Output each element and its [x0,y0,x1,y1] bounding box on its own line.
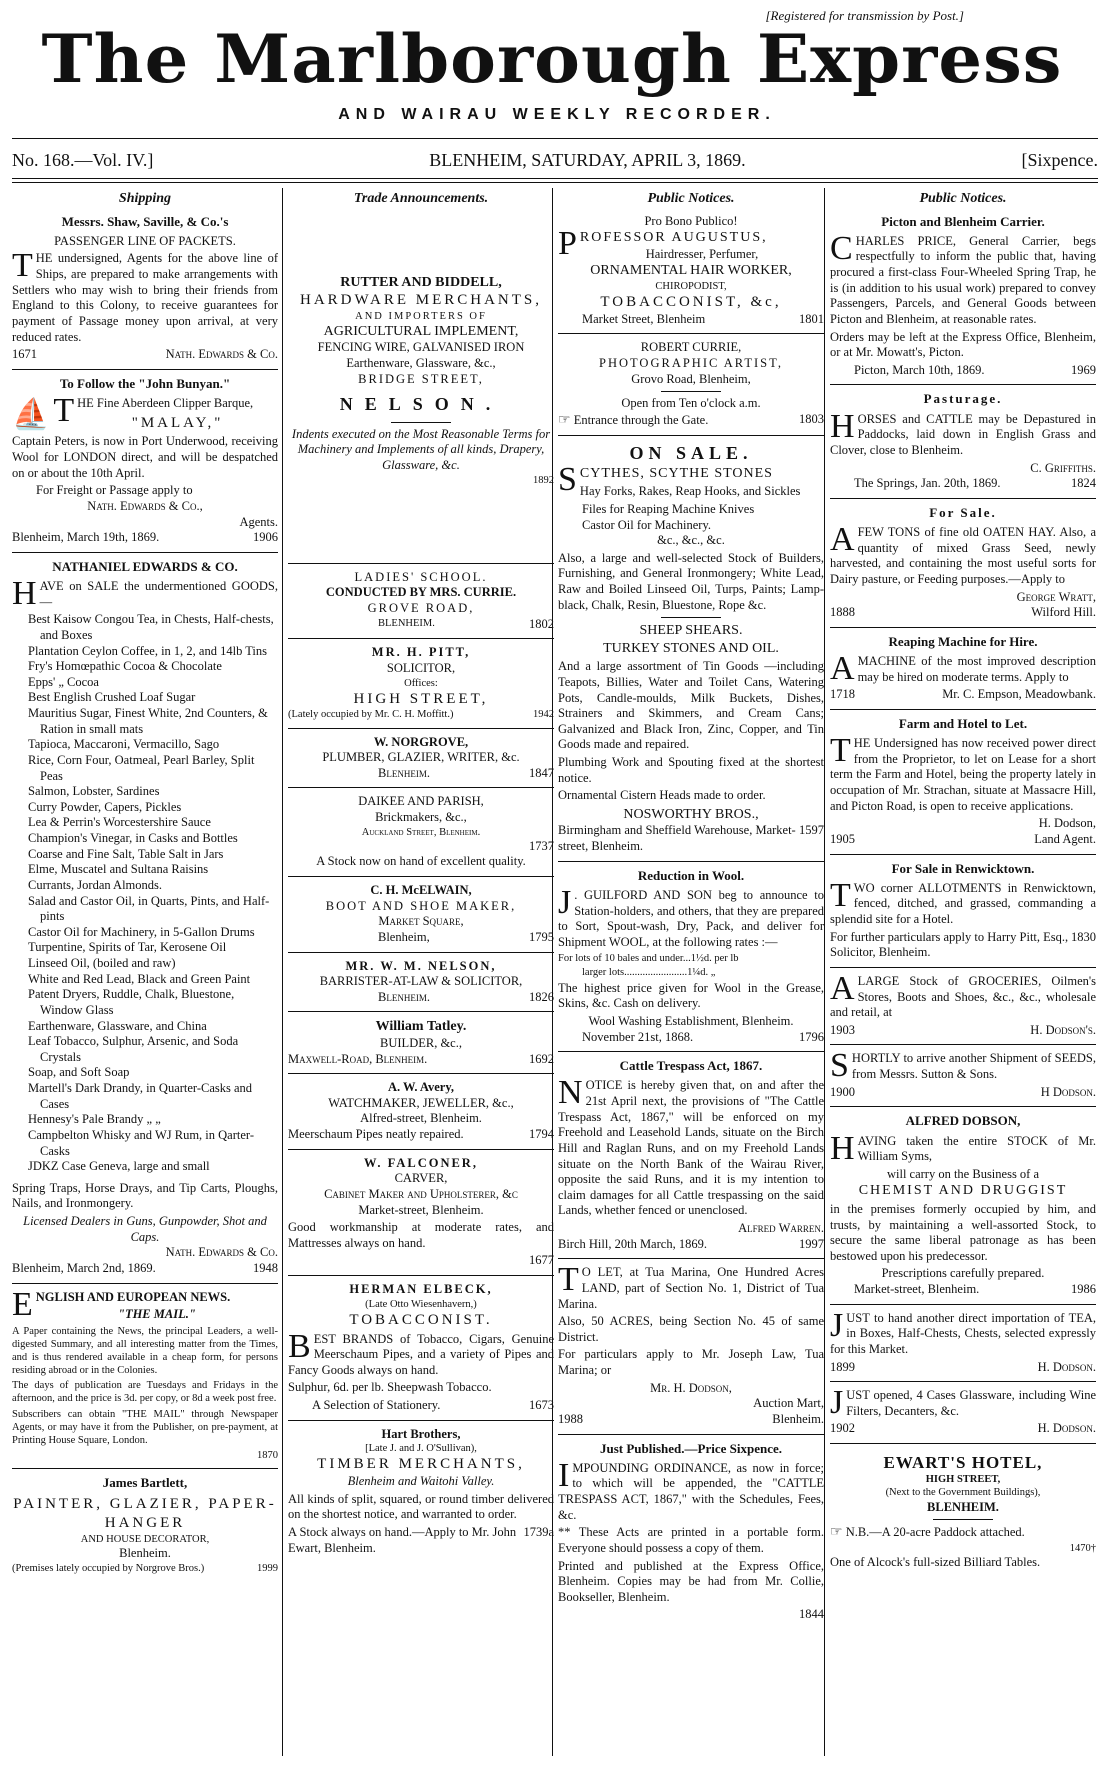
ad-line: For Freight or Passage apply to [36,483,193,498]
column-divider [824,188,825,1756]
ad-subtitle: PHOTOGRAPHIC ARTIST, [599,355,783,370]
drop-cap: T [12,247,33,285]
ad-title: EWART'S HOTEL, [883,1453,1043,1472]
ad-line: GROVE ROAD, [367,601,475,615]
goods-item: Coarse and Fine Salt, Table Salt in Jars [28,846,224,861]
ad-title: C. H. McELWAIN, [370,883,472,897]
ad-title: ON SALE. [629,443,753,464]
ad-title: William Tatley. [375,1019,467,1035]
ad-body: Orders may be left at the Express Office, Blenheim, or at Mr. Mowatt's, Picton. [830,329,1096,360]
masthead-subtitle: AND WAIRAU WEEKLY RECORDER. [338,106,776,123]
ad-title: To Follow the "John Bunyan." [59,375,231,391]
ad-number: 1737 [529,838,554,853]
drop-cap: T [558,1261,579,1299]
ad-line: Market Square, [378,914,464,929]
ad-body: Indents executed on the Most Reasonable Terms for Machinery and Implements of all kinds, Drapery, Glassware, &c. [291,426,551,472]
ad-title: MR. W. M. NELSON, [345,958,497,973]
ad-title: James Bartlett, [102,1475,188,1490]
ad-signature: George Wratt, [1016,589,1096,604]
ad-title: W. FALCONER, [364,1155,478,1170]
ad-body: in the premises formerly occupied by him, and trusts, by maintaining a well-assorted Stock, to secure the same liberal patronage as has been bestowed upon his predecessor. [830,1201,1096,1263]
ad-date: November 21st, 1868. [582,1029,694,1044]
ad-title: NGLISH AND EUROPEAN NEWS. [35,1289,231,1304]
ad-line: Maxwell-Road, Blenheim. [288,1051,428,1066]
drop-cap: H [12,575,37,612]
ad-body: Printed and published at the Express Office, Blenheim. Copies may be had from Mr. Collie, Bookseller, Blenheim. [558,1558,824,1604]
ad-title: MR. H. PITT, [371,645,471,660]
ad-date: The Springs, Jan. 20th, 1869. [854,476,1001,491]
goods-item: Best Kaisow Congou Tea, in Chests, Half-chests, and Boxes [28,612,274,642]
ad-number: 1988 [558,1411,583,1426]
ad-number: 1906 [253,530,278,545]
ad-subtitle: HARDWARE MERCHANTS, [299,292,542,308]
ad-line: Castor Oil for Machinery. [582,517,712,532]
goods-item: Patent Dryers, Ruddle, Chalk, Bluestone, Window Glass [28,987,235,1017]
ad-date: Blenheim, March 19th, 1869. [12,530,160,545]
ad-line: Alfred-street, Blenheim. [360,1111,482,1126]
ad-number: 1677 [529,1253,554,1268]
ship-name: "MALAY," [131,414,224,431]
goods-item: Turpentine, Spirits of Tar, Kerosene Oil [28,940,227,955]
ad-subtitle: PAINTER, GLAZIER, PAPER-HANGER [13,1496,277,1531]
goods-item: Soap, and Soft Soap [28,1065,130,1080]
ad-subtitle: WATCHMAKER, JEWELLER, &c., [328,1095,514,1110]
ad-line: HIGH STREET, [925,1474,1001,1486]
ad-subtitle: CYTHES, SCYTHE STONES [579,465,773,481]
ad-line: AND IMPORTERS OF [355,310,487,322]
ad-line: For lots of 10 bales and under...1½d. per lb [558,953,739,965]
ad-line: HIGH STREET, [353,690,489,707]
ad-number: 1999 [257,1562,278,1574]
ad-body: HE Fine Aberdeen Clipper Barque, [77,396,254,410]
ad-subtitle: SOLICITOR, [386,660,456,675]
drop-cap: A [830,650,855,687]
ad-number: 1801 [799,311,824,326]
ad-number: 1692 [529,1051,554,1066]
ad-line: Wool Washing Establishment, Blenheim. [588,1013,794,1028]
ad-number: 1796 [799,1029,824,1044]
ad-number: 1470† [1069,1542,1096,1554]
ad-number: 1847 [529,765,554,780]
section-heading: Trade Announcements. [353,191,489,206]
ad-line: Wilford Hill. [1031,605,1096,620]
ad-body: FEW TONS of fine old OATEN HAY. Also, a quantity of mixed Grass Seed, newly harvested, and containing the most useful sorts for Dairy pasture, or Feeding purposes.—Apply to [830,525,1096,586]
drop-cap: B [288,1327,311,1365]
header-rule-2 [12,182,1098,183]
ad-title: Just Published.—Price Sixpence. [599,1440,782,1456]
ad-body: ** These Acts are printed in a portable form. Everyone should possess a copy of them. [558,1525,824,1555]
ad-number: 1826 [529,989,554,1004]
ad-number: 1673 [529,1398,554,1412]
ad-title: Farm and Hotel to Let. [898,715,1028,731]
drop-cap: A [830,521,855,558]
drop-cap: E [12,1285,33,1323]
goods-item: Elme, Muscatel and Sultana Raisins [28,862,209,877]
column-notices-2 [830,186,1096,1756]
ad-line: One of Alcock's full-sized Billiard Tables. [830,1554,1041,1569]
ad-title: RUTTER AND BIDDELL, [340,274,502,290]
drop-cap: I [558,1456,570,1494]
ad-line: (Premises lately occupied by Norgrove Bros.) [12,1562,205,1574]
ad-body: The highest price given for Wool in the Grease, Skins, &c. Cash on delivery. [558,980,824,1011]
ad-number: 1870 [257,1449,278,1461]
goods-item: Best English Crushed Loaf Sugar [28,690,196,705]
ad-line: Auckland Street, Blenheim. [361,826,481,838]
ad-line: Grovo Road, Blenheim, [631,371,751,386]
ad-line: Open from Ten o'clock a.m. [621,396,761,411]
ad-line: FENCING WIRE, GALVANISED IRON [317,340,525,355]
ad-line: Blenheim and Waitohi Valley. [347,1474,495,1489]
ad-number: 1802 [529,616,554,631]
ad-body: And a large assortment of Tin Goods —including Teapots, Billies, Water and Toilet Cans, Watering Pots, Candle-moulds, Milk Buckets, Dishes, Strainers and Skimmers, and Cream Cans; Galvanized and Black Iron, Zinc, Copper, and Tin Goods made and repaired. [558,659,824,752]
ad-line: BLENHEIM. [927,1499,999,1514]
ad-subtitle: PLUMBER, GLAZIER, WRITER, &c. [322,750,520,765]
ad-subtitle: TIMBER MERCHANTS, [317,1456,525,1473]
column-trade [288,186,554,1756]
ad-subtitle: Brickmakers, &c., [375,810,467,824]
ad-body: AVE on SALE the undermentioned GOODS,— [39,579,278,609]
ad-signature: H. Dodson. [1037,1359,1096,1374]
drop-cap: J [830,1384,844,1422]
issue-date: BLENHEIM, SATURDAY, APRIL 3, 1869. [429,150,746,170]
ad-line: &c., &c., &c. [657,533,725,548]
section-heading: Public Notices. [647,191,735,206]
ad-number: 1986 [1071,1282,1096,1296]
ad-line: Entrance through the Gate. [573,412,709,427]
goods-item: Hennesy's Pale Brandy „ „ [28,1112,161,1127]
ad-body: For particulars apply to Mr. Joseph Law, Tua Marina; or [558,1347,824,1377]
ad-title: For Sale in Renwicktown. [891,860,1035,876]
goods-item: Earthenware, Glassware, and China [28,1018,207,1033]
section-heading: Shipping [118,191,172,206]
ship-icon: ⛵ [12,398,50,431]
ad-line: Land Agent. [1034,831,1096,846]
ad-body: UST to hand another direct importation of TEA, in Boxes, Half-Chests, Chests, selected expressly for this Market. [830,1310,1096,1356]
masthead-title: The Marlborough Express [41,20,1063,98]
ad-title: For Sale. [929,504,997,520]
ad-body: Ornamental Cistern Heads made to order. [558,788,766,803]
drop-cap: S [830,1047,849,1085]
ad-line: will carry on the Business of a [886,1166,1040,1181]
goods-item: Linseed Oil, (boiled and raw) [28,956,176,970]
ad-title: NATHANIEL EDWARDS & CO. [52,558,238,574]
ad-body: The days of publication are Tuesdays and Fridays in the afternoon, and the price is 3d. per copy, or 8d a week post free. [12,1380,278,1405]
ad-body: MACHINE of the most improved description may be hired on moderate terms. Apply to [857,654,1096,684]
ad-title: Cattle Trespass Act, 1867. [619,1058,763,1074]
goods-item: Martell's Dark Drandy, in Quarter-Casks and Cases [28,1081,253,1111]
column-notices [558,186,824,1756]
ad-title: A. W. Avery, [387,1080,455,1095]
ad-number: 1903 [830,1022,855,1037]
ad-number: 1824 [1071,476,1096,491]
drop-cap: S [558,460,577,498]
ad-body: HARLES PRICE, General Carrier, begs respectfully to inform the public that, having procured a first-class Four-Wheeled Spring Trap, he is (in addition to his usual work) prepared to convey Passengers, Parcels, and General Goods between Picton and Blenheim, at reasonable rates. [830,233,1096,326]
ad-body: ORSES and CATTLE may be Depastured in Paddocks, laid down in English Grass and Clover, close to Blenheim. [830,411,1096,457]
ad-body: Plumbing Work and Spouting fixed at the shortest notice. [558,755,824,785]
ad-signature: H. Dodson, [1038,816,1096,831]
ad-body: A Stock always on hand.—Apply to Mr. John Ewart, Blenheim. [288,1525,517,1555]
ad-subtitle: BOOT AND SHOE MAKER, [325,898,517,913]
ad-line: ORNAMENTAL HAIR WORKER, [590,263,792,279]
ad-line: Market-street, Blenheim. [854,1282,980,1296]
ad-body: LARGE Stock of GROCERIES, Oilmen's Stores, Boots and Shoes, &c., &c., wholesale and retail, at [830,973,1096,1020]
header-rule-1 [12,178,1098,179]
ad-line: N.B.—A 20-acre Paddock attached. [845,1525,1025,1540]
ad-body: Subscribers can obtain "THE MAIL" through Newspaper Agents, or may have it from the Publisher, on pre-payment, at Printing House Square, London. [12,1408,278,1446]
ad-subtitle: PASSENGER LINE OF PACKETS. [54,233,236,248]
ad-number: 1942 [533,709,554,721]
ad-line: (Lately occupied by Mr. C. H. Moffitt.) [288,709,454,721]
ad-title: Picton and Blenheim Carrier. [881,213,1045,229]
ad-line: larger lots........................1¼d. „ [582,966,716,978]
ad-title: Messrs. Shaw, Saville, & Co.'s [61,213,229,229]
ad-number: 1739a [523,1525,554,1539]
ad-subtitle: TOBACCONIST. [349,1311,493,1328]
ad-line: A Stock now on hand of excellent quality. [316,854,526,869]
goods-item: Castor Oil for Machinery, in 5-Gallon Drums [28,924,255,939]
ad-body: HE undersigned, Agents for the above line of Ships, are prepared to make arrangements with Settlers who may wish to bring their friends from England to this Colony, to receive guarantees for payment of Passage money upon arrival, at very reduced rates. [12,251,278,344]
drop-cap: J [830,1306,844,1344]
ad-title: Hart Brothers, [381,1426,461,1441]
issue-number: No. 168.—Vol. IV.] [12,150,154,170]
goods-item: Rice, Corn Four, Oatmeal, Pearl Barley, Split Peas [28,752,255,783]
ad-signature: H. Dodson. [1037,1421,1096,1436]
ad-subtitle: ROFESSOR AUGUSTUS, [579,230,768,246]
ad-signature: Alfred Warren. [738,1221,824,1235]
ad-title: DAIKEE AND PARISH, [358,794,484,809]
drop-cap: T [830,732,851,770]
ad-signature: H. Dodson's. [1030,1022,1096,1037]
ad-line: Hairdresser, Perfumer, [645,246,759,261]
ad-body: Also, 50 ACRES, being Section No. 45 of same District. [558,1314,824,1344]
drop-cap: A [830,969,855,1007]
ad-line: Blenheim. [772,1411,824,1426]
ad-line: [Late J. and J. O'Sullivan), [365,1443,477,1455]
ad-signature: H Dodson. [1040,1084,1096,1099]
ad-signature: Mr. C. Empson, Meadowbank. [942,687,1096,702]
ad-line: Market-street, Blenheim. [358,1202,484,1217]
ad-number: 1892 [533,474,554,486]
ad-line: Files for Reaping Machine Knives [582,501,755,516]
ad-line: Earthenware, Glassware, &c., [346,356,496,370]
ad-number: 1899 [830,1359,855,1374]
ad-number: 1794 [529,1127,554,1141]
goods-item: Tapioca, Maccaroni, Vermacillo, Sago [28,737,220,752]
ad-body: EST BRANDS of Tobacco, Cigars, Genuine Meerschaum Pipes, and a variety of Pipes and Fancy Goods always on hand. [288,1331,554,1377]
ad-body: AVING taken the entire STOCK of Mr. William Syms, [857,1133,1096,1164]
ad-body: Also, a large and well-selected Stock of Builders, Furnishing, and General Ironmongery; White Lead, Raw and Boiled Linseed Oil, Turps, Paints; Lamp-black, Chalk, Resin, Bluestone, Rope &c. [558,550,824,612]
registered-note: [Registered for transmission by Post.] [765,8,964,23]
ad-body: Spring Traps, Horse Drays, and Tip Carts, Ploughs, Nails, and Ironmongery. [12,1180,278,1211]
ad-date: Blenheim, March 2nd, 1869. [12,1260,156,1275]
ad-subtitle: SHEEP SHEARS. [639,623,743,639]
ad-title: Pasturage. [923,391,1003,407]
ad-subtitle: TURKEY STONES AND OIL. [603,640,779,656]
ad-body: All kinds of split, squared, or round timber delivered on the shortest notice, and warranted to order. [288,1491,554,1522]
ad-town: NELSON. [339,394,503,415]
ad-subtitle: BARRISTER-AT-LAW & SOLICITOR, [319,974,523,989]
ad-subtitle: BUILDER, &c., [380,1035,462,1050]
ad-title: Reaping Machine for Hire. [888,633,1038,649]
ad-signature: NOSWORTHY BROS., [623,806,759,822]
ad-number: 1888 [830,605,855,620]
drop-cap: H [830,407,855,445]
ad-title: W. NORGROVE, [373,734,469,749]
ad-signature: Nath. Edwards & Co., [87,498,203,513]
ad-number: 1948 [253,1260,278,1275]
ad-line: BLENHEIM. [378,617,435,629]
goods-item: Campbelton Whisky and WJ Rum, in Qarter-Casks [28,1127,254,1158]
ad-line: Blenheim. [119,1545,171,1560]
column-shipping [12,186,278,1756]
ad-number: 1671 [12,347,37,362]
ad-line: Hay Forks, Rakes, Reap Hooks, and Sickles [579,484,801,499]
ad-title: LADIES' SCHOOL. [354,569,488,584]
ad-line: CHIROPODIST, [655,280,727,292]
ad-line: Auction Mart, [753,1396,824,1411]
ad-signature: Nath. Edwards & Co. [165,1245,278,1260]
ad-line: AND HOUSE DECORATOR, [80,1533,210,1545]
ad-line: Cabinet Maker and Upholsterer, &c [324,1186,518,1201]
ad-line: Offices: [404,677,438,689]
goods-list [12,612,278,1175]
drop-cap: T [53,392,75,429]
issue-price: [Sixpence. [1021,150,1098,170]
top-rule [12,138,1098,139]
ad-line: (Next to the Government Buildings), [885,1487,1041,1499]
ad-number: 1902 [830,1421,855,1436]
goods-item: Salad and Castor Oil, in Quarts, Pints, and Half-pints [28,893,270,924]
ad-signature: C. Griffiths. [1030,460,1096,475]
ad-number: 1997 [799,1236,824,1251]
dateline [12,150,1098,171]
ad-number: 1969 [1071,362,1096,377]
ad-number: 1597 [799,823,824,838]
ad-title: ALFRED DOBSON, [905,1113,1021,1129]
ad-date: Picton, March 10th, 1869. [854,362,985,377]
section-heading: Public Notices. [919,191,1007,206]
ad-body: For further particulars apply to Harry Pitt, Esq., Solicitor, Blenheim. [830,929,1069,960]
ad-line: Agents. [239,514,278,529]
ad-number: 1803 [799,411,824,426]
ad-body: UST opened, 4 Cases Glassware, including Wine Filters, Decanters, &c. [846,1388,1096,1418]
ad-line: Licensed Dealers in Guns, Gunpowder, Shot and Caps. [23,1214,267,1244]
column-divider [282,188,283,1756]
ad-line: AGRICULTURAL IMPLEMENT, [323,323,519,339]
ad-number: 1795 [529,929,554,944]
ad-body: OTICE is hereby given that, on and after the 21st April next, the provisions of "The Cattle Trespass Act, 1867," will be enforced on my Freehold and Leasehold Lands, situate on the Birch Hill and Raglan Runs, and on my Freehold Lands situate on the North Bank of the Wairau River, opposite the said Runs, and it is my intention to claim damages for all Cattle trespassing on the said Lands, whether fenced or unenclosed. [558,1078,824,1218]
ad-subtitle: CARVER, [394,1171,448,1186]
drop-cap: P [558,225,577,263]
ad-line: (Late Otto Wiesenhavern,) [365,1298,477,1310]
ad-line: Sulphur, 6d. per lb. Sheepwash Tobacco. [288,1380,492,1395]
ad-body: O LET, at Tua Marina, One Hundred Acres LAND, part of Section No. 1, District of Tua Marina. [558,1265,824,1311]
ad-title: HERMAN ELBECK, [349,1282,493,1296]
goods-item: Fry's Homœpathic Cocoa & Chocolate [28,659,222,674]
ad-body: A Paper containing the News, the principal Leaders, a well-digested Summary, and all interesting matter from the Times, and is thus rendered available in a cheap form, for persons residing abroad or in the Colonies. [12,1325,278,1377]
goods-item: Currants, Jordan Almonds. [28,877,163,892]
ad-line: BRIDGE STREET, [358,371,484,386]
ad-line: Market Street, Blenheim [582,311,706,326]
ad-body: . GUILFORD AND SON beg to announce to Station-holders, and others, that they are prepared to Sort, Spout-wash, Dry, Pack, and deliver for Shipment WOOL, at the following rates :— [558,887,824,949]
ad-body: MPOUNDING ORDINANCE, as now in force; to which will be appended, the "CATTLE TRESPASS ACT, 1867," with the Schedules, Fees, &c. [558,1460,824,1522]
goods-item: Lea & Perrin's Worcestershire Sauce [28,815,211,830]
ad-line: A Selection of Stationery. [312,1398,441,1412]
goods-item: Salmon, Lobster, Sardines [28,784,160,799]
ad-title: Pro Bono Publico! [644,213,738,228]
ad-number: 1900 [830,1084,855,1099]
ad-line: Blenheim. [378,765,430,780]
pointing-hand-icon: ☞ [558,412,571,428]
goods-item: Mauritius Sugar, Finest White, 2nd Counters, & Ration in small mats [28,706,268,736]
ad-number: 1718 [830,687,855,702]
ad-title: Reduction in Wool. [637,867,745,883]
drop-cap: N [558,1074,583,1112]
ad-body: HORTLY to arrive another Shipment of SEEDS, from Messrs. Sutton & Sons. [851,1051,1096,1081]
ad-signature: Mr. H. Dodson, [650,1380,732,1395]
ad-line: Blenheim. [378,989,430,1004]
goods-item: Plantation Ceylon Coffee, in 1, 2, and 14lb Tins [28,643,268,658]
goods-item: Curry Powder, Capers, Pickles [28,799,182,814]
drop-cap: J [558,883,572,921]
ad-body: WO corner ALLOTMENTS in Renwicktown, fenced, ditched, and grassed, commanding a splendid site for a Hotel. [830,880,1096,926]
ad-signature: Nath. Edwards & Co. [165,347,278,362]
ad-number: 1844 [799,1607,824,1622]
ad-line: TOBACCONIST, &c, [600,293,782,310]
ad-line: Meerschaum Pipes neatly repaired. [288,1127,464,1141]
pointing-hand-icon: ☞ [830,1525,843,1541]
ad-body: Good workmanship at moderate rates, and Mattresses always on hand. [288,1220,554,1250]
ad-line: Prescriptions carefully prepared. [881,1266,1045,1281]
ad-line: Birmingham and Sheffield Warehouse, Market-street, Blenheim. [558,823,796,853]
ad-subtitle: CHEMIST AND DRUGGIST [858,1183,1068,1199]
ad-number: 1830 [1071,929,1096,944]
ad-number: 1905 [830,831,855,846]
ad-subtitle: "THE MAIL." [118,1307,196,1322]
goods-item: Champion's Vinegar, in Casks and Bottles [28,831,238,845]
drop-cap: T [830,876,851,914]
drop-cap: C [830,229,853,267]
ad-line: Blenheim, [378,929,430,944]
goods-item: Leaf Tobacco, Sulphur, Arsenic, and Soda Crystals [28,1034,239,1064]
ad-subtitle: CONDUCTED BY MRS. CURRIE. [325,585,517,600]
ad-body: Captain Peters, is now in Port Underwood, receiving Wool for LONDON direct, and will be despatched on or about the 10th April. [12,434,278,480]
ad-title: ROBERT CURRIE, [640,340,742,355]
goods-item: JDKZ Case Geneva, large and small [28,1159,210,1174]
goods-item: Epps' „ Cocoa [28,674,99,689]
drop-cap: H [830,1129,855,1167]
ad-date: Birch Hill, 20th March, 1869. [558,1236,707,1251]
goods-item: White and Red Lead, Black and Green Paint [28,971,251,986]
ad-body: HE Undersigned has now received power direct from the Proprietor, to let on Lease for a short term the Farm and Hotel, being the property lately in occupation of Mr. Strachan, situate at Massacre Hill, and Picton Road, is open to receive applications. [830,736,1096,813]
